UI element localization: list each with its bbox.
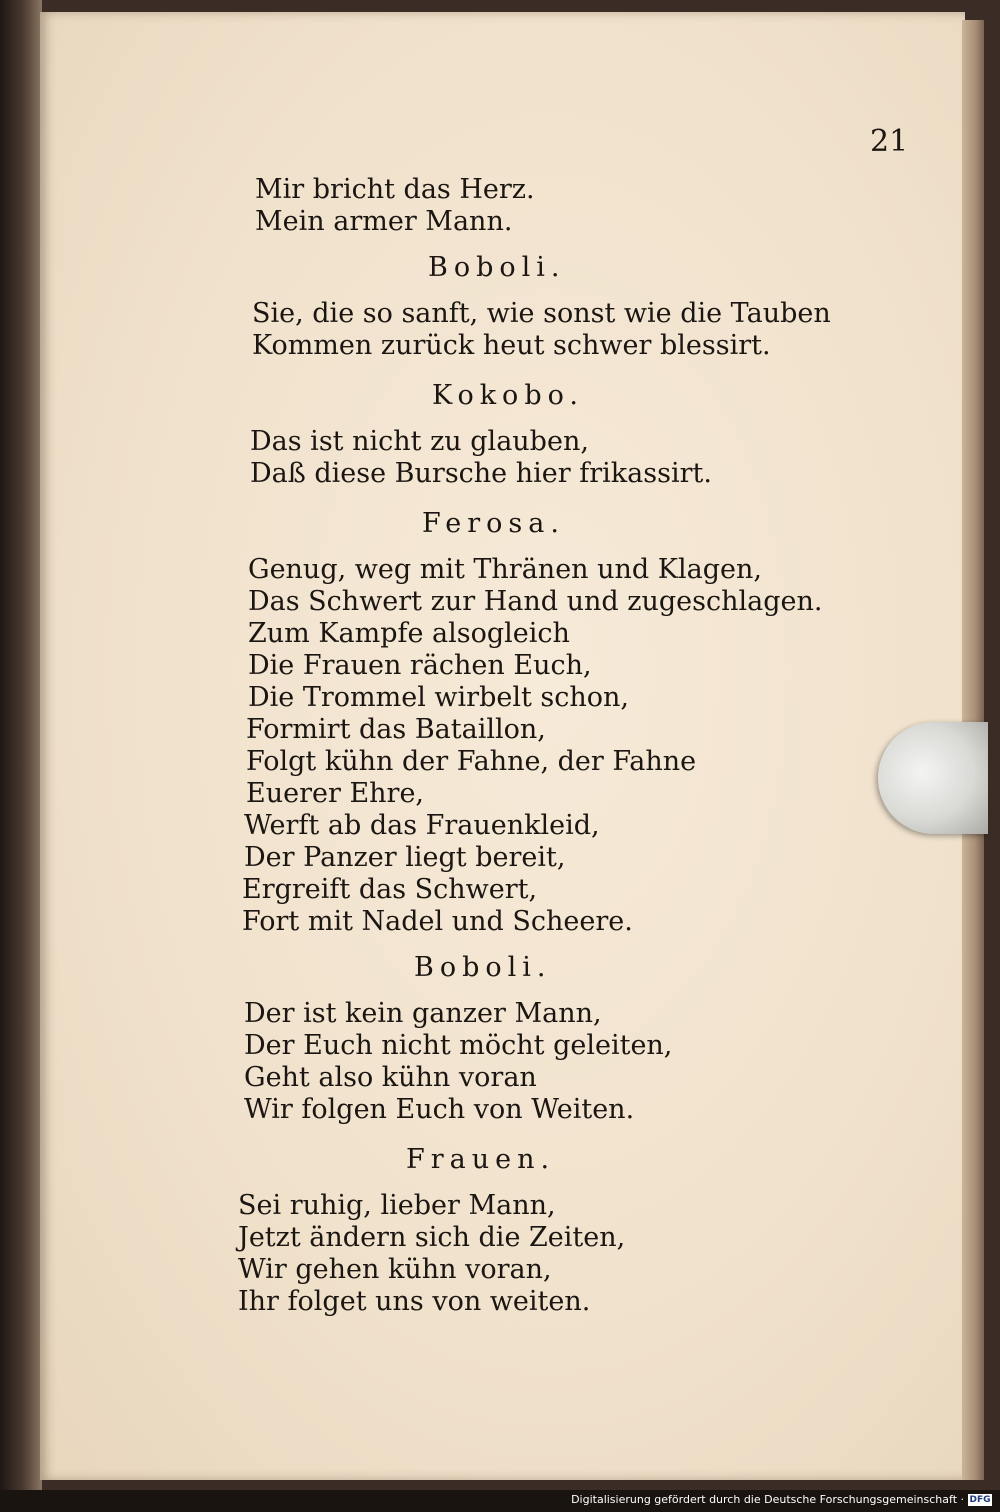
speaker-name: Frauen.	[406, 1144, 556, 1175]
verse-line: Die Frauen rächen Euch,	[248, 650, 592, 681]
speaker-name: Boboli.	[428, 252, 566, 283]
verse-line: Sei ruhig, lieber Mann,	[238, 1190, 556, 1221]
speaker-name: Kokobo.	[432, 380, 584, 411]
book-page	[40, 12, 965, 1480]
verse-line: Die Trommel wirbelt schon,	[248, 682, 629, 713]
verse-line: Ihr folget uns von weiten.	[238, 1286, 591, 1317]
verse-line: Wir folgen Euch von Weiten.	[244, 1094, 635, 1125]
book-gutter	[0, 0, 42, 1512]
dfg-logo: DFG	[969, 1495, 991, 1505]
verse-line: Wir gehen kühn voran,	[238, 1254, 552, 1285]
verse-line: Der Panzer liegt bereit,	[244, 842, 566, 873]
verse-line: Der ist kein ganzer Mann,	[244, 998, 602, 1029]
verse-line: Daß diese Bursche hier frikassirt.	[250, 458, 712, 489]
verse-line: Werft ab das Frauenkleid,	[244, 810, 600, 841]
speaker-name: Ferosa.	[422, 508, 565, 539]
verse-line: Euerer Ehre,	[246, 778, 425, 809]
verse-line: Kommen zurück heut schwer blessirt.	[252, 330, 771, 361]
verse-line: Mir bricht das Herz.	[255, 174, 535, 205]
verse-line: Geht also kühn voran	[244, 1062, 537, 1093]
speaker-name: Boboli.	[414, 952, 552, 983]
verse-line: Fort mit Nadel und Scheere.	[242, 906, 633, 937]
verse-line: Folgt kühn der Fahne, der Fahne	[246, 746, 697, 777]
verse-line: Formirt das Bataillon,	[246, 714, 546, 745]
verse-line: Mein armer Mann.	[255, 206, 513, 237]
verse-line: Sie, die so sanft, wie sonst wie die Tauben	[252, 298, 831, 329]
verse-line: Zum Kampfe alsogleich	[248, 618, 570, 649]
page-clip	[878, 722, 988, 834]
verse-line: Jetzt ändern sich die Zeiten,	[238, 1222, 626, 1253]
verse-line: Der Euch nicht möcht geleiten,	[244, 1030, 673, 1061]
verse-line: Das Schwert zur Hand und zugeschlagen.	[248, 586, 823, 617]
page-number: 21	[870, 124, 909, 159]
verse-line: Das ist nicht zu glauben,	[250, 426, 589, 457]
verse-line: Ergreift das Schwert,	[242, 874, 538, 905]
footer-credit: Digitalisierung gefördert durch die Deutsche Forschungsgemeinschaft ·	[571, 1493, 964, 1506]
verse-line: Genug, weg mit Thränen und Klagen,	[248, 554, 762, 585]
